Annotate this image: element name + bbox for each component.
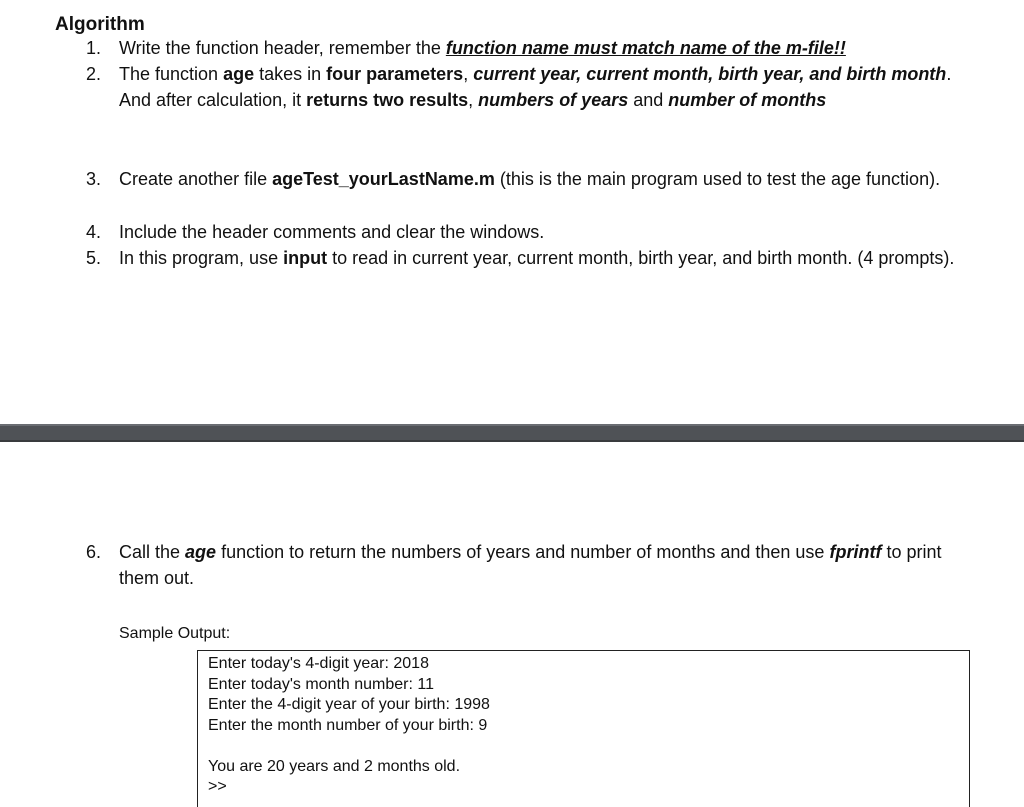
text-run: . And after calculation, it (119, 64, 952, 110)
bold-italic-text: fprintf (829, 542, 882, 562)
bold-italic-text: age (185, 542, 217, 562)
step-5 (86, 245, 986, 271)
output-line: >> (208, 778, 227, 795)
page-divider (0, 424, 1024, 442)
text-run: and (628, 90, 669, 110)
output-line: Enter the month number of your birth: 9 (208, 716, 488, 734)
step-6 (86, 539, 986, 591)
step-text (119, 245, 986, 271)
bold-text: returns two results (306, 90, 469, 110)
step-2 (86, 61, 986, 113)
text-run: Write the function header, remember the (119, 38, 446, 58)
output-line: Enter today's 4-digit year: 2018 (208, 655, 429, 672)
text-run: (this is the main program used to test the age function). (494, 169, 941, 189)
step-number: 5. (86, 248, 102, 268)
step-text (119, 539, 986, 591)
emphasis-text: function name must match name of the m-file!! (445, 38, 846, 58)
step-number: 4. (86, 222, 102, 242)
output-line: You are 20 years and 2 months old. (208, 757, 461, 775)
text-run: to read in current year, current month, birth year, and birth month. (4 prompts). (327, 248, 955, 268)
text-run: , (463, 64, 474, 84)
bold-text: ageTest_yourLastName.m (272, 169, 495, 189)
bold-italic-text: current year, current month, birth year, and birth month (473, 64, 947, 84)
step-text: Include the header comments and clear the windows. (119, 222, 545, 242)
step-1 (86, 35, 986, 61)
step-number: 6. (86, 542, 102, 562)
step-4 (86, 219, 986, 245)
bold-italic-text: number of months (668, 90, 827, 110)
step-text (119, 35, 986, 61)
text-run: to print them out. (119, 542, 942, 588)
section-heading: Algorithm (55, 14, 145, 35)
bold-italic-text: numbers of years (478, 90, 629, 110)
bold-text: input (283, 248, 328, 268)
output-line: Enter today's month number: 11 (208, 675, 434, 693)
step-number: 2. (86, 64, 102, 84)
text-run: The function (119, 64, 224, 84)
step-number: 3. (86, 169, 102, 189)
text-run: takes in (254, 64, 327, 84)
sample-output-box (197, 650, 970, 807)
step-number: 1. (86, 38, 102, 58)
step-3 (86, 166, 986, 192)
text-run: Call the (119, 542, 186, 562)
sample-output-label: Sample Output: (119, 625, 231, 642)
text-run: , (468, 90, 479, 110)
step-text (119, 166, 986, 192)
bold-text: four parameters (326, 64, 464, 84)
bold-text: age (223, 64, 255, 84)
output-line: Enter the 4-digit year of your birth: 1998 (208, 696, 490, 713)
step-text (119, 61, 986, 113)
text-run: In this program, use (119, 248, 284, 268)
text-run: function to return the numbers of years and number of months and then use (216, 542, 830, 562)
output-line (208, 736, 959, 757)
text-run: Create another file (119, 169, 273, 189)
